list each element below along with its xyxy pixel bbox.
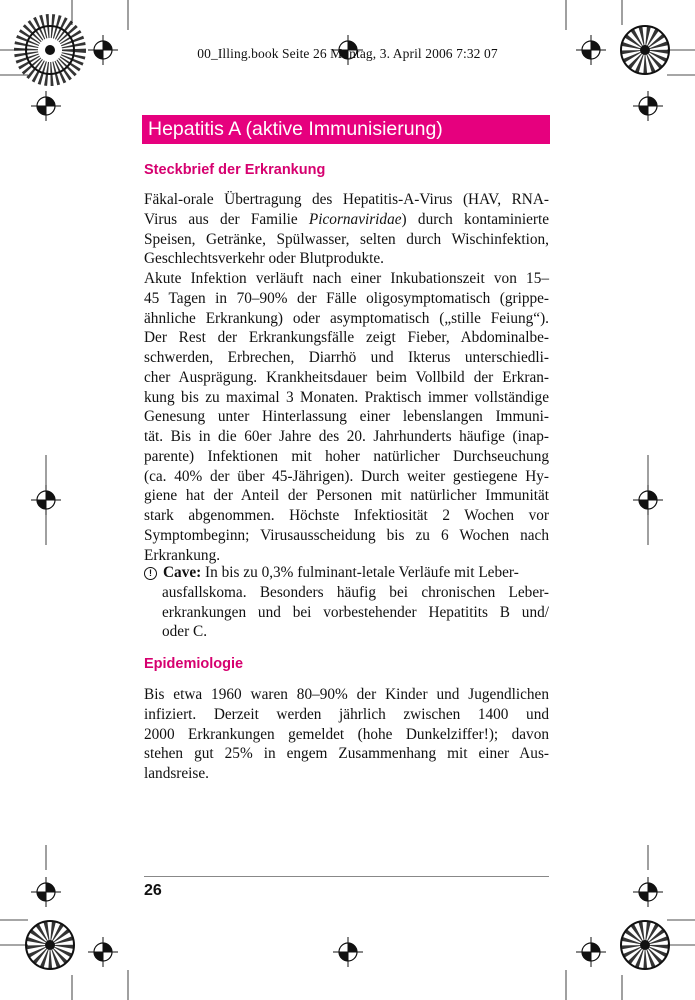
text-line: kung bis zu maximal 3 Monaten. Praktisch immer vollständige	[144, 388, 549, 406]
text-line: Virus aus der Familie Picornaviridae) durch kontaminierte	[144, 210, 549, 228]
text-line: parente) Infektionen mit hoher natürlicher Durchseuchung	[144, 447, 549, 465]
section2-lines	[144, 685, 549, 784]
cave-note	[144, 563, 549, 642]
text-line: (ca. 40% der über 45-Jährigen). Durch weiter gestiegene Hy-	[144, 467, 549, 485]
text-line: Genesung unter Hinterlassung einer lebenslangen Immuni-	[144, 408, 549, 426]
text-line: stark abgenommen. Höchste Infektiosität 2 Wochen vor	[144, 507, 549, 524]
text-line: ähnliche Erkrankung) oder asymptomatisch („stille Feiung“).	[144, 309, 549, 327]
cave-text: In bis zu 0,3% fulminant-letale Verläufe mit Leber-	[201, 564, 519, 581]
section1-lines	[144, 190, 549, 565]
chapter-title-bar	[142, 115, 550, 144]
text-line: cher Ausprägung. Krankheitsdauer beim Vollbild der Erkran-	[144, 368, 549, 386]
text-line: Der Rest der Erkrankungsfälle zeigt Fieber, Abdominalbe-	[144, 329, 549, 347]
text-line: Bis etwa 1960 waren 80–90% der Kinder und Jugendlichen	[144, 686, 549, 703]
print-slug: 00_Illing.book Seite 26 Montag, 3. April 2006 7:32 07	[197, 46, 498, 61]
text-line: ausfallskoma. Besonders häufig bei chronischen Leber-	[162, 583, 549, 601]
text-line: landsreise.	[144, 765, 209, 782]
text-line: 45 Tagen in 70–90% der Fälle oligosymptomatisch (grippe-	[144, 289, 549, 307]
cave-label: Cave:	[163, 564, 202, 581]
starburst-bottom-right	[621, 921, 669, 969]
text-line: oder C.	[162, 623, 208, 641]
text-line: stehen gut 25% in engem Zusammenhang mit einer Aus-	[144, 745, 549, 763]
cave-continuation	[144, 583, 549, 642]
section-heading-epidemiologie: Epidemiologie	[144, 656, 244, 672]
text-line: schwerden, Erbrechen, Diarrhö und Ikterus unterschiedli-	[144, 349, 549, 366]
text-line: Fäkal-orale Übertragung des Hepatitis-A-Virus (HAV, RNA-	[144, 191, 549, 208]
warning-icon: !	[144, 567, 157, 580]
text-line: infiziert. Derzeit werden jährlich zwischen 1400 und	[144, 705, 549, 723]
text-line: giene hat der Anteil der Personen mit natürlicher Immunität	[144, 487, 549, 505]
cave-first-line	[144, 563, 549, 583]
text-line: Erkrankung.	[144, 546, 221, 564]
starburst-bottom-left	[26, 921, 74, 969]
text-line: Akute Infektion verläuft nach einer Inkubationszeit von 15–	[144, 270, 549, 287]
section-heading-steckbrief: Steckbrief der Erkrankung	[144, 162, 326, 178]
text-line: erkrankungen und bei vorbestehender Hepatitits B und/	[162, 603, 549, 621]
text-line: tät. Bis in die 60er Jahre des 20. Jahrhunderts häufige (inap-	[144, 428, 549, 445]
footer-divider	[144, 876, 549, 877]
chapter-title: Hepatitis A (aktive Immunisierung)	[148, 118, 443, 140]
text-line: Symptombeginn; Virusausscheidung bis zu 6 Wochen nach	[144, 526, 549, 544]
text-line: Speisen, Getränke, Spülwasser, selten durch Wischinfektion,	[144, 230, 549, 248]
text-line: 2000 Erkrankungen gemeldet (hohe Dunkelziffer!); davon	[144, 725, 549, 743]
text-line: Geschlechtsverkehr oder Blutprodukte.	[144, 250, 384, 268]
page-number: 26	[144, 882, 162, 899]
italic-term: Picornaviridae	[308, 210, 402, 228]
